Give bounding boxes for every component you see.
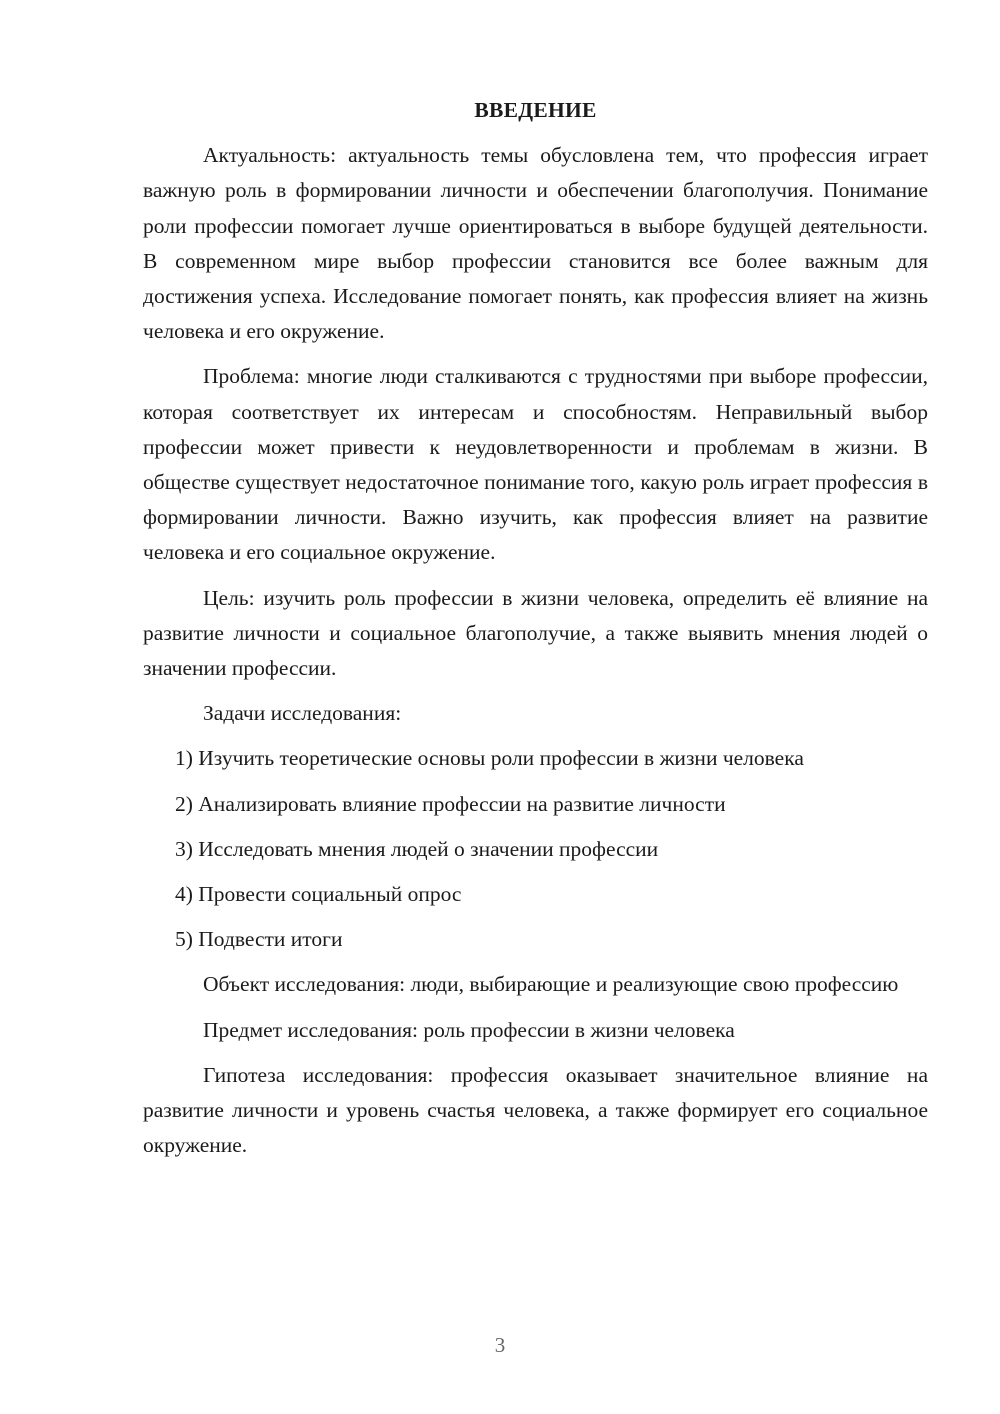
list-item: 3) Исследовать мнения людей о значении профессии: [175, 836, 659, 861]
paragraph-problem: Проблема: многие люди сталкиваются с трудностями при выборе профессии, которая соответствует их интересам и способностям. Неправильный выбор профессии может привести к неудовлетворенности и проблемам в жизни. В обществе существует недостаточное понимание того, какую роль играет профессия в формировании личности. Важно изучить, как профессия влияет на развитие человека и его социальное окружение.: [143, 364, 928, 565]
page-number: 3: [494, 1333, 506, 1357]
task-list: [143, 741, 928, 957]
list-item: 4) Провести социальный опрос: [175, 882, 462, 907]
list-item: 1) Изучить теоретические основы роли профессии в жизни человека: [175, 746, 804, 771]
paragraph-subject: Предмет исследования: роль профессии в жизни человека: [203, 1017, 735, 1042]
paragraph-hypothesis: Гипотеза исследования: профессия оказывает значительное влияние на развитие личности и уровень счастья человека, а также формирует его социальное окружение.: [143, 1062, 928, 1158]
paragraph-goal: Цель: изучить роль профессии в жизни человека, определить её влияние на развитие личности и социальное благополучие, а также выявить мнения людей о значении профессии.: [143, 585, 928, 681]
list-item: 5) Подвести итоги: [175, 927, 343, 952]
list-item: 2) Анализировать влияние профессии на развитие личности: [175, 791, 726, 816]
document-page: [143, 93, 928, 1173]
paragraph-object: Объект исследования: люди, выбирающие и реализующие свою профессию: [203, 972, 899, 997]
section-heading: ВВЕДЕНИЕ: [474, 98, 597, 122]
paragraph-tasks-intro: Задачи исследования:: [203, 701, 402, 726]
paragraph-relevance: Актуальность: актуальность темы обусловлена тем, что профессия играет важную роль в формировании личности и обеспечении благополучия. Понимание роли профессии помогает лучше ориентироваться в выборе будущей деятельности. В современном мире выбор профессии становится все более важным для достижения успеха. Исследование помогает понять, как профессия влияет на жизнь человека и его окружение.: [143, 143, 928, 344]
